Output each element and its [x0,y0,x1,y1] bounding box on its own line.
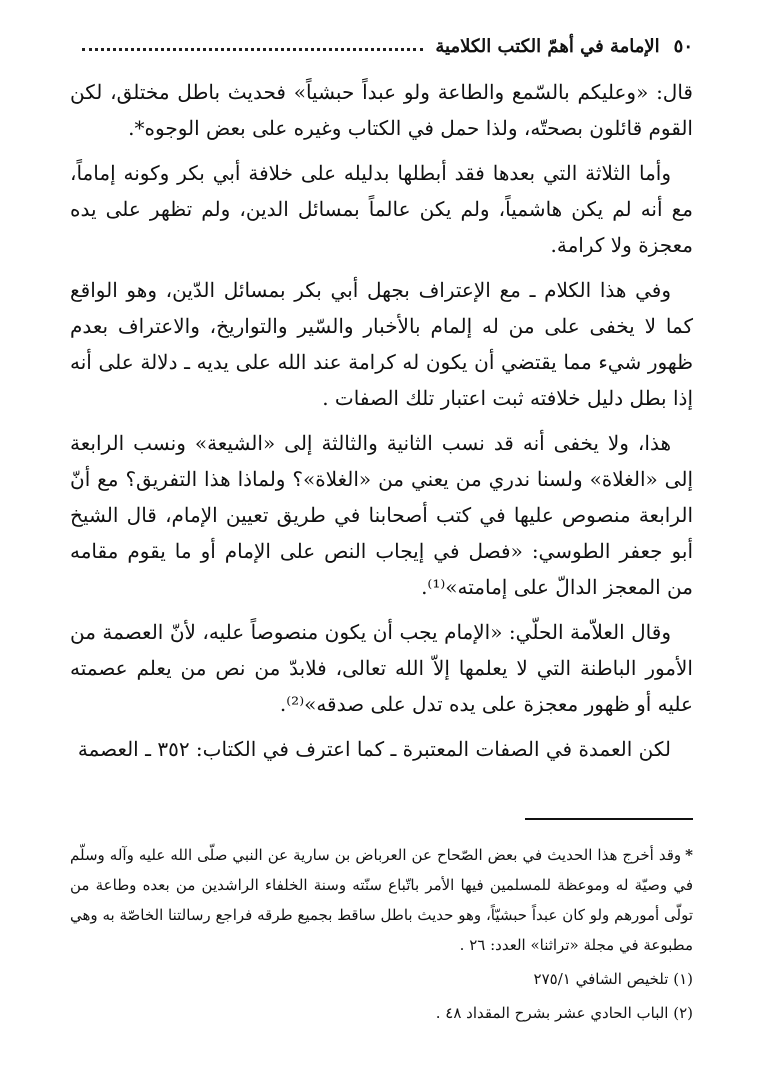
footnote-star [70,840,693,960]
page-header [70,30,693,62]
footnote-1: (١) تلخيص الشافي ٢٧٥/١ [533,970,693,988]
paragraph-6: لكن العمدة في الصفات المعتبرة ـ كما اعترف في الكتاب: ٣٥٢ ـ العصمة [77,737,671,761]
header-dotted-leader [82,48,423,51]
paragraph-5: وقال العلاّمة الحلّي: «الإمام يجب أن يكون منصوصاً عليه، لأنّ العصمة من الأمور الباطنة التي لا يعلمها إلاّ الله تعالى، فلابدّ من نص من يعلم عصمته عليه أو ظهور معجزة على يده تدل على صدقه»⁽²⁾. [70,620,693,716]
footnote-2: (٢) الباب الحادي عشر بشرح المقداد ٤٨ . [435,1004,693,1022]
paragraph-1: قال: «وعليكم بالسّمع والطاعة ولو عبداً حبشياً» فحديث باطل مختلق، لكن القوم قائلون بصحتّه، ولذا حمل في الكتاب وغيره على بعض الوجوه*. [70,80,693,140]
footnote-star-text: وقد أخرج هذا الحديث في بعض الصّحاح عن العرباض بن سارية عن النبي صلّى الله عليه وآله وسلّم في وصيّة له وموعظة للمسلمين فيها الأمر باتّباع سنّته وسنة الخلفاء الراشدين من بعده وطاعة من تولّى أمورهم ولو كان عبداً حبشيّاً، وهو حديث باطل ساقط بجميع طرقه فراجع رسالتنا الخاصّة به وهي مطبوعة في مجلة «تراثنا» العدد: ٢٦ . [70,846,693,954]
paragraph-4: هذا، ولا يخفى أنه قد نسب الثانية والثالثة إلى «الشيعة» ونسب الرابعة إلى «الغلاة» ولسنا ندري من يعني من «الغلاة»؟ ولماذا هذا التفريق؟ مع أنّ الرابعة منصوص عليها في كتب أصحابنا في طريق تعيين الإمام، قال الشيخ أبو جعفر الطوسي: «فصل في إيجاب النص على الإمام أو ما يقوم مقامه من المعجز الدالّ على إمامته»⁽¹⁾. [70,431,693,599]
paragraph-3: وفي هذا الكلام ـ مع الإعتراف بجهل أبي بكر بمسائل الدّين، وهو الواقع كما لا يخفى على من له إلمام بالأخبار والسّير والتواريخ، والاعتراف بعدم ظهور شيء مما يقتضي أن يكون له كرامة عند الله على يديه ـ دلالة على أنه إذا بطل دليل خلافته ثبت اعتبار تلك الصفات . [70,278,693,410]
page-number: ٥٠ [673,35,693,57]
footnote-star-marker: * [685,846,693,864]
running-title: الإمامة في أهمّ الكتب الكلامية [435,35,660,57]
footnote-separator [525,818,693,820]
main-text [70,74,693,776]
footnotes [70,840,693,1032]
paragraph-2: وأما الثلاثة التي بعدها فقد أبطلها بدليله على خلافة أبي بكر وكونه إماماً، مع أنه لم يكن هاشمياً، ولم يكن عالماً بمسائل الدين، ولم تظهر على يده معجزة ولا كرامة. [70,161,693,257]
